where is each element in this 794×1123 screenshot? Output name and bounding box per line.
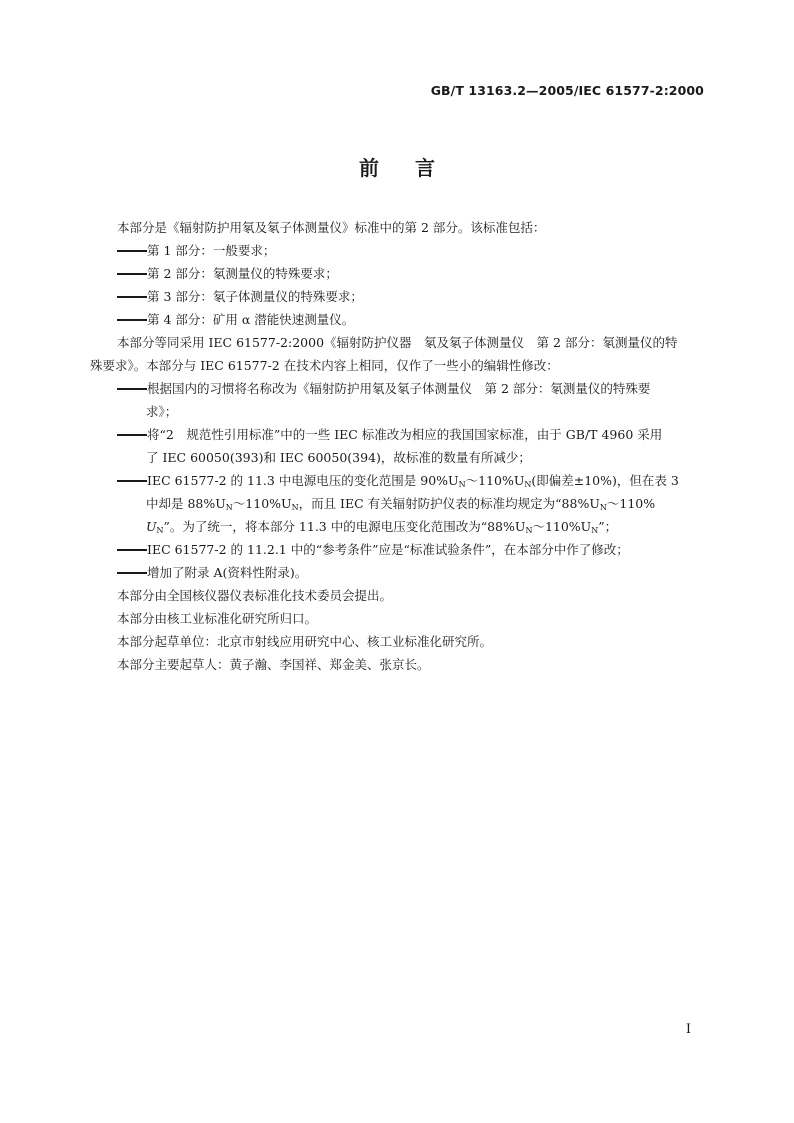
dash-mark — [117, 319, 147, 321]
dash-mark — [117, 388, 147, 390]
paragraph-centralized: 本部分由核工业标准化研究所归口。 — [117, 611, 318, 626]
dash-mark — [117, 549, 147, 551]
dash-mark — [117, 434, 147, 436]
paragraph-adoption-cont: 殊要求》。本部分与 IEC 61577-2 在技术内容上相同，仅作了一些小的编辑性修改： — [90, 358, 559, 373]
list-item-cont: 了 IEC 60050(393)和 IEC 60050(394)，故标准的数量有所减少； — [146, 450, 531, 465]
dash-mark — [117, 572, 147, 574]
paragraph-intro: 本部分是《辐射防护用氡及氡子体测量仪》标准中的第 2 部分。该标准包括： — [117, 220, 546, 235]
page-title: 前言 — [359, 156, 471, 180]
page-number: I — [685, 1022, 691, 1037]
paragraph-drafting-units: 本部分起草单位：北京市射线应用研究中心、核工业标准化研究所。 — [117, 634, 493, 649]
list-item-cont: 求》； — [146, 404, 178, 419]
dash-mark — [117, 296, 147, 298]
list-item: IEC 61577-2 的 11.2.1 中的“参考条件”应是“标准试验条件”，在本部分中作了修改； — [90, 538, 706, 561]
standard-code: GB/T 13163.2—2005/IEC 61577-2:2000 — [430, 83, 704, 98]
list-item: IEC 61577-2 的 11.3 中电源电压的变化范围是 $90\%U_N\sim 110\%U_N$(即偏差±10%)，但在表 3 — [90, 469, 706, 492]
paragraph-drafters: 本部分主要起草人：黄子瀚、李国祥、郑金美、张京长。 — [117, 657, 430, 672]
paragraph-adoption: 本部分等同采用 IEC 61577-2:2000《辐射防护仪器 氡及氡子体测量仪 第 2 部分：氡测量仪的特 — [117, 335, 678, 350]
list-item: 第 4 部分：矿用 α 潜能快速测量仪。 — [90, 308, 706, 331]
paragraph-proposer: 本部分由全国核仪器仪表标准化技术委员会提出。 — [117, 588, 393, 603]
list-item: 根据国内的习惯将名称改为《辐射防护用氡及氡子体测量仪 第 2 部分：氡测量仪的特殊要 — [90, 377, 706, 400]
dash-mark — [117, 273, 147, 275]
list-item: 第 3 部分：氡子体测量仪的特殊要求； — [90, 285, 706, 308]
list-item-cont: 中却是 $88\%U_N\sim 110\%U_N$，而且 IEC 有关辐射防护仪表的标准均规定为“$88\%U_N\sim 110\%$ — [146, 496, 656, 512]
list-item: 第 1 部分：一般要求； — [90, 239, 706, 262]
foreword-body — [90, 216, 706, 676]
list-item: 将“2 规范性引用标准”中的一些 IEC 标准改为相应的我国国家标准，由于 GB/T 4960 采用 — [90, 423, 706, 446]
list-item: 增加了附录 A(资料性附录)。 — [90, 561, 706, 584]
list-item-cont: $U_N$”。为了统一，将本部分 11.3 中的电源电压变化范围改为“$88\%U_N\sim 110\%U_N$”； — [146, 519, 618, 535]
list-item: 第 2 部分：氡测量仪的特殊要求； — [90, 262, 706, 285]
dash-mark — [117, 250, 147, 252]
dash-mark — [117, 480, 147, 482]
